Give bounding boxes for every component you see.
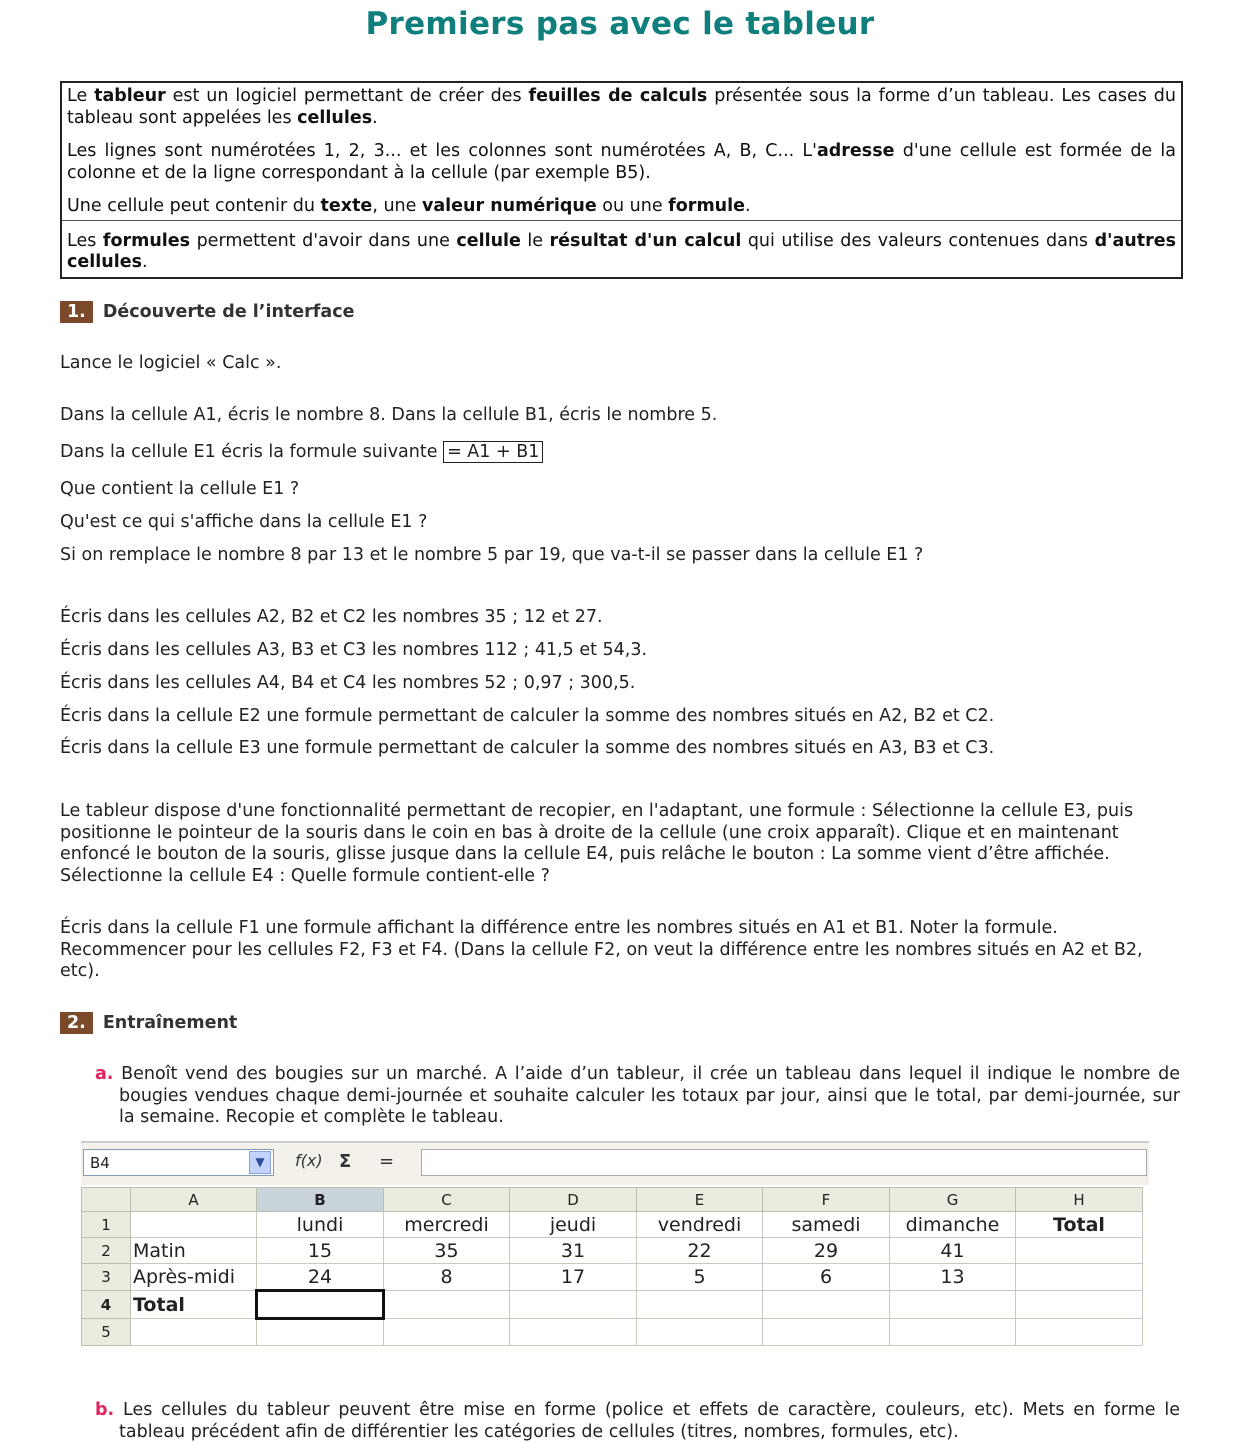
section-label: Découverte de l’interface: [102, 302, 355, 322]
cell-f2[interactable]: 29: [763, 1238, 890, 1264]
difference-paragraph: Écris dans la cellule F1 une formule affichant la différence entre les nombres situés en A1 et B1. Noter la formule. Recommencer pour les cellules F2, F3 et F4. (Dans la cellule F2, on veut la différence entre les nombres situés en A2 et B2, etc).: [60, 918, 1143, 981]
term-cellules: cellules: [297, 107, 373, 128]
term-tableur: tableur: [94, 86, 166, 106]
table-row: [82, 1238, 1143, 1264]
instruction-a1: Dans la cellule A1, écris le nombre 8. Dans la cellule B1, écris le nombre 5.: [60, 405, 718, 425]
cell-a4[interactable]: Total: [131, 1291, 257, 1319]
cell-c1[interactable]: mercredi: [384, 1212, 510, 1238]
exercise-a: [95, 1064, 1180, 1129]
cell-b2[interactable]: 15: [257, 1238, 384, 1264]
cell-b1[interactable]: lundi: [257, 1212, 384, 1238]
chevron-down-icon[interactable]: ▼: [249, 1151, 271, 1174]
copy-paragraph: Le tableur dispose d'une fonctionnalité permettant de recopier, en l'adaptant, une formule : Sélectionne la cellule E3, puis positionne le pointeur de la souris dans le coin en bas à droite de la cellule (une croix apparaît). Clique et en maintenant enfoncé le bouton de la souris, glisse jusque dans la cellule E4, puis relâche le bouton : La somme vient d’être affichée. Sélectionne la cellule E4 : Quelle formule contient-elle ?: [60, 801, 1134, 886]
text: .: [745, 196, 751, 216]
cell-b3[interactable]: 24: [257, 1264, 384, 1291]
cell-c2[interactable]: 35: [384, 1238, 510, 1264]
question-3: Si on remplace le nombre 8 par 13 et le nombre 5 par 19, que va-t-il se passer dans la cellule E1 ?: [60, 545, 924, 565]
cell-e5[interactable]: [637, 1319, 763, 1346]
text: Le: [67, 86, 95, 106]
row-header-4[interactable]: 4: [82, 1291, 131, 1319]
question-1: Que contient la cellule E1 ?: [60, 479, 300, 499]
cell-b5[interactable]: [257, 1319, 384, 1346]
section-label: Entraînement: [102, 1013, 238, 1033]
instruction-e3: Écris dans la cellule E3 une formule permettant de calculer la somme des nombres situés en A3, B3 et C3.: [60, 738, 995, 758]
cell-c4[interactable]: [384, 1291, 510, 1319]
equals-icon[interactable]: =: [379, 1151, 395, 1172]
text: Les: [67, 230, 103, 251]
function-wizard-icon[interactable]: f(x): [295, 1151, 323, 1170]
instruction-row-4: Écris dans les cellules A4, B4 et C4 les nombres 52 ; 0,97 ; 300,5.: [60, 673, 636, 693]
cell-g5[interactable]: [890, 1319, 1016, 1346]
intro-paragraph-3: [67, 196, 1176, 218]
text: .: [372, 107, 378, 128]
cell-g4[interactable]: [890, 1291, 1016, 1319]
cell-g2[interactable]: 41: [890, 1238, 1016, 1264]
column-header-b[interactable]: B: [257, 1188, 384, 1212]
term-texte: texte: [320, 196, 373, 216]
text: présentée sous la forme d’un tableau. Les cases du tableau sont appelées les: [67, 86, 1177, 128]
cell-h2[interactable]: [1016, 1238, 1143, 1264]
column-header-h[interactable]: H: [1016, 1188, 1143, 1212]
cell-c3[interactable]: 8: [384, 1264, 510, 1291]
term-autres: d'autres cellules: [67, 230, 1176, 272]
column-header-row: [82, 1188, 1143, 1212]
text: permettent d'avoir dans une: [190, 230, 457, 251]
table-row: [82, 1212, 1143, 1238]
spreadsheet: [81, 1141, 1149, 1349]
section-1-heading: [60, 301, 354, 323]
question-2: Qu'est ce qui s'affiche dans la cellule E1 ?: [60, 512, 428, 532]
cell-d1[interactable]: jeudi: [510, 1212, 637, 1238]
text: , une: [372, 196, 422, 216]
instruction-launch: Lance le logiciel « Calc ».: [60, 353, 282, 373]
cell-f1[interactable]: samedi: [763, 1212, 890, 1238]
page-title: Premiers pas avec le tableur: [365, 6, 875, 42]
cell-f4[interactable]: [763, 1291, 890, 1319]
instruction-row-3: Écris dans les cellules A3, B3 et C3 les nombres 112 ; 41,5 et 54,3.: [60, 640, 648, 660]
row-header-5[interactable]: 5: [82, 1319, 131, 1346]
name-box[interactable]: B4: [83, 1149, 274, 1176]
text: .: [141, 252, 148, 272]
cell-f3[interactable]: 6: [763, 1264, 890, 1291]
cell-h4[interactable]: [1016, 1291, 1143, 1319]
section-number: 1.: [60, 301, 93, 323]
cell-e1[interactable]: vendredi: [637, 1212, 763, 1238]
cell-a1[interactable]: [131, 1212, 257, 1238]
text: d'une cellule est formée de la colonne et de la ligne correspondant à la cellule (par exemple B5).: [67, 141, 1176, 183]
cell-d3[interactable]: 17: [510, 1264, 637, 1291]
exercise-b-text: Les cellules du tableur peuvent être mise en forme (police et effets de caractère, couleurs, etc). Mets en forme le tableau précédent afin de différentier les catégories de cellules (titres, nombres, formules, etc).: [119, 1400, 1180, 1442]
intro-paragraph-1: [67, 86, 1176, 129]
cell-d2[interactable]: 31: [510, 1238, 637, 1264]
section-2-heading: [60, 1012, 237, 1034]
intro-paragraph-4: [62, 220, 1181, 274]
cell-b4-active[interactable]: [257, 1291, 384, 1319]
text: ou une: [596, 196, 669, 216]
cell-a2[interactable]: Matin: [131, 1238, 257, 1264]
formula-toolbar: [81, 1141, 1149, 1185]
table-row: [82, 1291, 1143, 1319]
section-number: 2.: [60, 1012, 93, 1034]
term-adresse: adresse: [816, 141, 895, 161]
corner-cell[interactable]: [82, 1188, 131, 1212]
column-header-g[interactable]: G: [890, 1188, 1016, 1212]
cell-c5[interactable]: [384, 1319, 510, 1346]
cell-d5[interactable]: [510, 1319, 637, 1346]
exercise-b-body: [95, 1400, 1180, 1443]
column-header-e[interactable]: E: [637, 1188, 763, 1212]
row-header-2[interactable]: 2: [82, 1238, 131, 1264]
exercise-letter: b.: [95, 1400, 115, 1420]
cell-e2[interactable]: 22: [637, 1238, 763, 1264]
intro-paragraph-2: [67, 141, 1176, 184]
cell-a3[interactable]: Après-midi: [131, 1264, 257, 1291]
cell-e3[interactable]: 5: [637, 1264, 763, 1291]
cell-a5[interactable]: [131, 1319, 257, 1346]
cell-grid: [81, 1187, 1143, 1346]
exercise-a-body: [95, 1064, 1180, 1129]
column-header-c[interactable]: C: [384, 1188, 510, 1212]
cell-e4[interactable]: [637, 1291, 763, 1319]
text: Dans la cellule E1 écris la formule suivante: [60, 442, 438, 462]
text: qui utilise des valeurs contenues dans: [741, 230, 1095, 251]
term-cellule: cellule: [456, 230, 521, 251]
row-header-3[interactable]: 3: [82, 1264, 131, 1291]
intro-box: [60, 81, 1183, 279]
cell-f5[interactable]: [763, 1319, 890, 1346]
column-header-f[interactable]: F: [763, 1188, 890, 1212]
term-valeur: valeur numérique: [421, 196, 597, 216]
column-header-a[interactable]: A: [131, 1188, 257, 1212]
cell-h3[interactable]: [1016, 1264, 1143, 1291]
table-row: [82, 1319, 1143, 1346]
term-feuilles: feuilles de calculs: [528, 86, 708, 106]
instruction-e2: Écris dans la cellule E2 une formule permettant de calculer la somme des nombres situés en A2, B2 et C2.: [60, 706, 995, 726]
instruction-row-2: Écris dans les cellules A2, B2 et C2 les nombres 35 ; 12 et 27.: [60, 607, 603, 627]
text: le: [520, 230, 550, 251]
sum-icon[interactable]: Σ: [339, 1151, 352, 1172]
exercise-a-text: Benoît vend des bougies sur un marché. A l’aide d’un tableur, il crée un tableau dans lequel il indique le nombre de bougies vendues chaque demi-journée et souhaite calculer les totaux par jour, ainsi que le total, par demi-journée, sur la semaine. Recopie et complète le tableau.: [119, 1064, 1180, 1127]
cell-d4[interactable]: [510, 1291, 637, 1319]
row-header-1[interactable]: 1: [82, 1212, 131, 1238]
formula-input[interactable]: [421, 1149, 1147, 1176]
text: Une cellule peut contenir du: [67, 196, 321, 216]
cell-h5[interactable]: [1016, 1319, 1143, 1346]
exercise-b: [95, 1400, 1180, 1443]
column-header-d[interactable]: D: [510, 1188, 637, 1212]
cell-g3[interactable]: 13: [890, 1264, 1016, 1291]
instruction-e1: [60, 442, 543, 462]
term-formule: formule: [668, 196, 745, 216]
exercise-letter: a.: [95, 1064, 114, 1084]
cell-h1[interactable]: Total: [1016, 1212, 1143, 1238]
text: est un logiciel permettant de créer des: [165, 86, 529, 106]
formula-box: = A1 + B1: [443, 441, 543, 463]
term-resultat: résultat d'un calcul: [549, 230, 742, 251]
text: Les lignes sont numérotées 1, 2, 3... et les colonnes sont numérotées A, B, C... L': [67, 141, 817, 161]
term-formules: formules: [102, 230, 191, 251]
cell-g1[interactable]: dimanche: [890, 1212, 1016, 1238]
table-row: [82, 1264, 1143, 1291]
